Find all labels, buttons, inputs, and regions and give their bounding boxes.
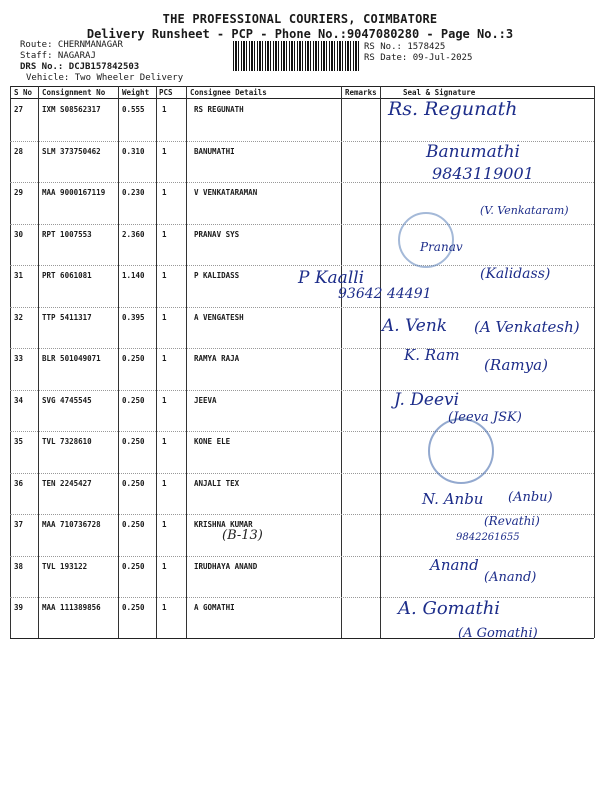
signature-text: (Jeeva JSK) bbox=[448, 410, 522, 425]
drs-value: DCJB157842503 bbox=[68, 62, 140, 72]
signature-text: (V. Venkataram) bbox=[480, 204, 569, 217]
consignment-cell: SLM 373750462 bbox=[42, 146, 101, 156]
consignee-cell: BANUMATHI bbox=[194, 146, 235, 156]
sno-cell: 38 bbox=[14, 561, 24, 571]
pcs-cell: 1 bbox=[162, 312, 167, 322]
sno-cell: 27 bbox=[14, 105, 24, 114]
col-divider bbox=[594, 86, 595, 638]
sno-cell: 29 bbox=[14, 188, 24, 197]
signature-text: K. Ram bbox=[404, 346, 460, 364]
signature-text: (Revathi) bbox=[484, 514, 540, 528]
sno-cell: 34 bbox=[14, 395, 24, 405]
weight-cell: 1.140 bbox=[122, 271, 145, 280]
table-top-rule bbox=[10, 86, 594, 87]
consignee-cell: JEEVA bbox=[194, 395, 217, 405]
consignment-cell: PRT 6061081 bbox=[42, 271, 92, 280]
consignee-cell: ANJALI TEX bbox=[194, 478, 240, 488]
weight-cell: 0.250 bbox=[122, 437, 145, 446]
header-consignment: Consignment No bbox=[42, 88, 106, 97]
sno-cell: 39 bbox=[14, 603, 24, 612]
signature-text: (Anbu) bbox=[508, 490, 553, 505]
row-divider bbox=[10, 431, 594, 432]
signature-text: A. Venk bbox=[382, 316, 448, 336]
row-divider bbox=[10, 307, 594, 308]
signature-text: 9843119001 bbox=[432, 164, 534, 183]
sno-cell: 28 bbox=[14, 146, 24, 156]
consignment-cell: RPT 1007553 bbox=[42, 229, 92, 239]
barcode-image bbox=[233, 41, 359, 71]
pcs-cell: 1 bbox=[162, 395, 167, 405]
header-signature: Seal & Signature bbox=[403, 88, 476, 97]
pcs-cell: 1 bbox=[162, 105, 167, 114]
staff-label: Staff: NAGARAJ bbox=[20, 51, 96, 61]
consignment-cell: MAA 710736728 bbox=[42, 520, 101, 529]
consignee-cell: A GOMATHI bbox=[194, 603, 235, 612]
signature-text: Banumathi bbox=[426, 142, 520, 162]
sno-cell: 31 bbox=[14, 271, 24, 280]
rs-date: RS Date: 09-Jul-2025 bbox=[364, 53, 473, 63]
signature-text: Anand bbox=[430, 556, 479, 574]
header-consignee: Consignee Details bbox=[190, 88, 267, 97]
consignment-cell: TVL 7328610 bbox=[42, 437, 92, 446]
consignment-cell: TTP 5411317 bbox=[42, 312, 92, 322]
signature-text: (A Gomathi) bbox=[458, 626, 538, 641]
row-divider bbox=[10, 224, 594, 225]
header-weight: Weight bbox=[122, 88, 150, 97]
sno-cell: 35 bbox=[14, 437, 24, 446]
sno-cell: 36 bbox=[14, 478, 24, 488]
weight-cell: 0.310 bbox=[122, 146, 145, 156]
weight-cell: 0.250 bbox=[122, 478, 145, 488]
pcs-cell: 1 bbox=[162, 520, 167, 529]
sno-cell: 30 bbox=[14, 229, 24, 239]
consignee-cell: V VENKATARAMAN bbox=[194, 188, 258, 197]
pcs-cell: 1 bbox=[162, 354, 167, 363]
pcs-cell: 1 bbox=[162, 478, 167, 488]
signature-text: J. Deevi bbox=[394, 390, 460, 410]
route-label: Route: CHERNMANAGAR bbox=[20, 40, 123, 50]
signature-text: N. Anbu bbox=[422, 490, 484, 508]
consignee-cell: A VENGATESH bbox=[194, 312, 244, 322]
sno-cell: 37 bbox=[14, 520, 24, 529]
row-divider bbox=[10, 473, 594, 474]
rs-number: RS No.: 1578425 bbox=[364, 42, 446, 52]
weight-cell: 0.250 bbox=[122, 603, 145, 612]
vehicle-label: Vehicle: Two Wheeler Delivery bbox=[26, 73, 184, 83]
signature-text: 93642 44491 bbox=[338, 286, 432, 302]
drs-number bbox=[20, 62, 139, 72]
weight-cell: 0.250 bbox=[122, 520, 145, 529]
pcs-cell: 1 bbox=[162, 603, 167, 612]
row-divider bbox=[10, 597, 594, 598]
header-remarks: Remarks bbox=[345, 88, 377, 97]
pcs-cell: 1 bbox=[162, 561, 167, 571]
consignee-cell: PRANAV SYS bbox=[194, 229, 240, 239]
weight-cell: 0.230 bbox=[122, 188, 145, 197]
consignee-cell: IRUDHAYA ANAND bbox=[194, 561, 258, 571]
signature-text: 9842261655 bbox=[456, 532, 520, 543]
signature-text: (A Venkatesh) bbox=[474, 318, 580, 336]
pcs-cell: 1 bbox=[162, 146, 167, 156]
weight-cell: 0.395 bbox=[122, 312, 145, 322]
weight-cell: 0.250 bbox=[122, 395, 145, 405]
consignment-cell: MAA 111389856 bbox=[42, 603, 101, 612]
row-divider bbox=[10, 390, 594, 391]
header-pcs: PCS bbox=[159, 88, 173, 97]
seal-stamp bbox=[428, 418, 494, 484]
weight-cell: 0.555 bbox=[122, 105, 145, 114]
weight-cell: 0.250 bbox=[122, 354, 145, 363]
pcs-cell: 1 bbox=[162, 188, 167, 197]
consignment-cell: SVG 4745545 bbox=[42, 395, 92, 405]
consignee-cell: RAMYA RAJA bbox=[194, 354, 240, 363]
drs-label: DRS No.: bbox=[20, 62, 64, 72]
signature-text: (Kalidass) bbox=[480, 266, 551, 282]
pcs-cell: 1 bbox=[162, 229, 167, 239]
consignee-cell: KRISHNA KUMAR bbox=[194, 520, 253, 529]
pcs-cell: 1 bbox=[162, 271, 167, 280]
signature-text: Rs. Regunath bbox=[388, 98, 518, 120]
consignment-cell: BLR 501049071 bbox=[42, 354, 101, 363]
weight-cell: 2.360 bbox=[122, 229, 145, 239]
signature-text: A. Gomathi bbox=[398, 598, 501, 619]
runsheet-subtitle: Delivery Runsheet - PCP - Phone No.:9047080280 - Page No.:3 bbox=[86, 27, 514, 41]
company-title: THE PROFESSIONAL COURIERS, COIMBATORE bbox=[162, 12, 438, 26]
signature-text: P Kaalli bbox=[298, 268, 365, 288]
row-divider bbox=[10, 348, 594, 349]
consignment-cell: IXM S08562317 bbox=[42, 105, 101, 114]
consignee-cell: RS REGUNATH bbox=[194, 105, 244, 114]
sno-cell: 33 bbox=[14, 354, 24, 363]
pcs-cell: 1 bbox=[162, 437, 167, 446]
consignee-cell: KONE ELE bbox=[194, 437, 231, 446]
header-sno: S No bbox=[14, 88, 33, 97]
signature-text: (Anand) bbox=[484, 570, 537, 585]
consignment-cell: TEN 2245427 bbox=[42, 478, 92, 488]
weight-cell: 0.250 bbox=[122, 561, 145, 571]
consignment-cell: MAA 9000167119 bbox=[42, 188, 106, 197]
consignee-cell: P KALIDASS bbox=[194, 271, 240, 280]
row-divider bbox=[10, 556, 594, 557]
signature-text: Pranav bbox=[420, 240, 463, 254]
sno-cell: 32 bbox=[14, 312, 24, 322]
consignment-cell: TVL 193122 bbox=[42, 561, 88, 571]
signature-text: (Ramya) bbox=[484, 356, 548, 374]
signature-text: (B-13) bbox=[222, 528, 263, 543]
